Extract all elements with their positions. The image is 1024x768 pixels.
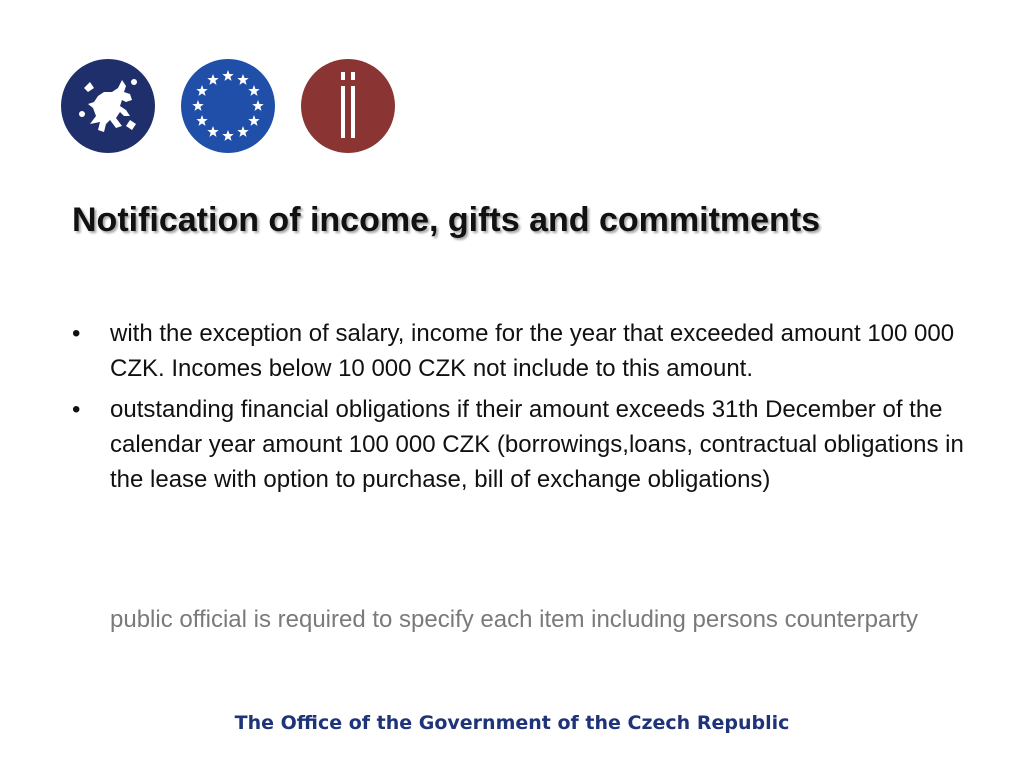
bullet-text: with the exception of salary, income for the year that exceeded amount 100 000 CZK. Incomes below 10 000 CZK not include to this amount. (110, 320, 955, 382)
bullet-item (72, 316, 972, 386)
footer-text: The Office of the Government of the Czech Republic (234, 712, 790, 734)
bullet-item (72, 392, 972, 497)
lion-emblem-icon (60, 58, 156, 154)
slide-title: Notification of income, gifts and commitments (72, 201, 821, 239)
red-circle-logo (300, 58, 396, 154)
logo-row (60, 58, 396, 154)
bullet-marker: • (72, 396, 81, 423)
eu-stars-logo (180, 58, 276, 154)
note-text: public official is required to specify each item including persons counterparty (110, 606, 918, 633)
eu-stars-icon (180, 58, 276, 154)
bullet-text: outstanding financial obligations if their amount exceeds 31th December of the calendar year amount 100 000 CZK (borrowings,loans, contractual obligations in the lease with option to purchase, bill of exchange obligations) (110, 396, 964, 493)
czech-lion-logo (60, 58, 156, 154)
double-bar-icon (300, 58, 396, 154)
bullet-marker: • (72, 320, 81, 347)
bullet-list (72, 316, 972, 503)
